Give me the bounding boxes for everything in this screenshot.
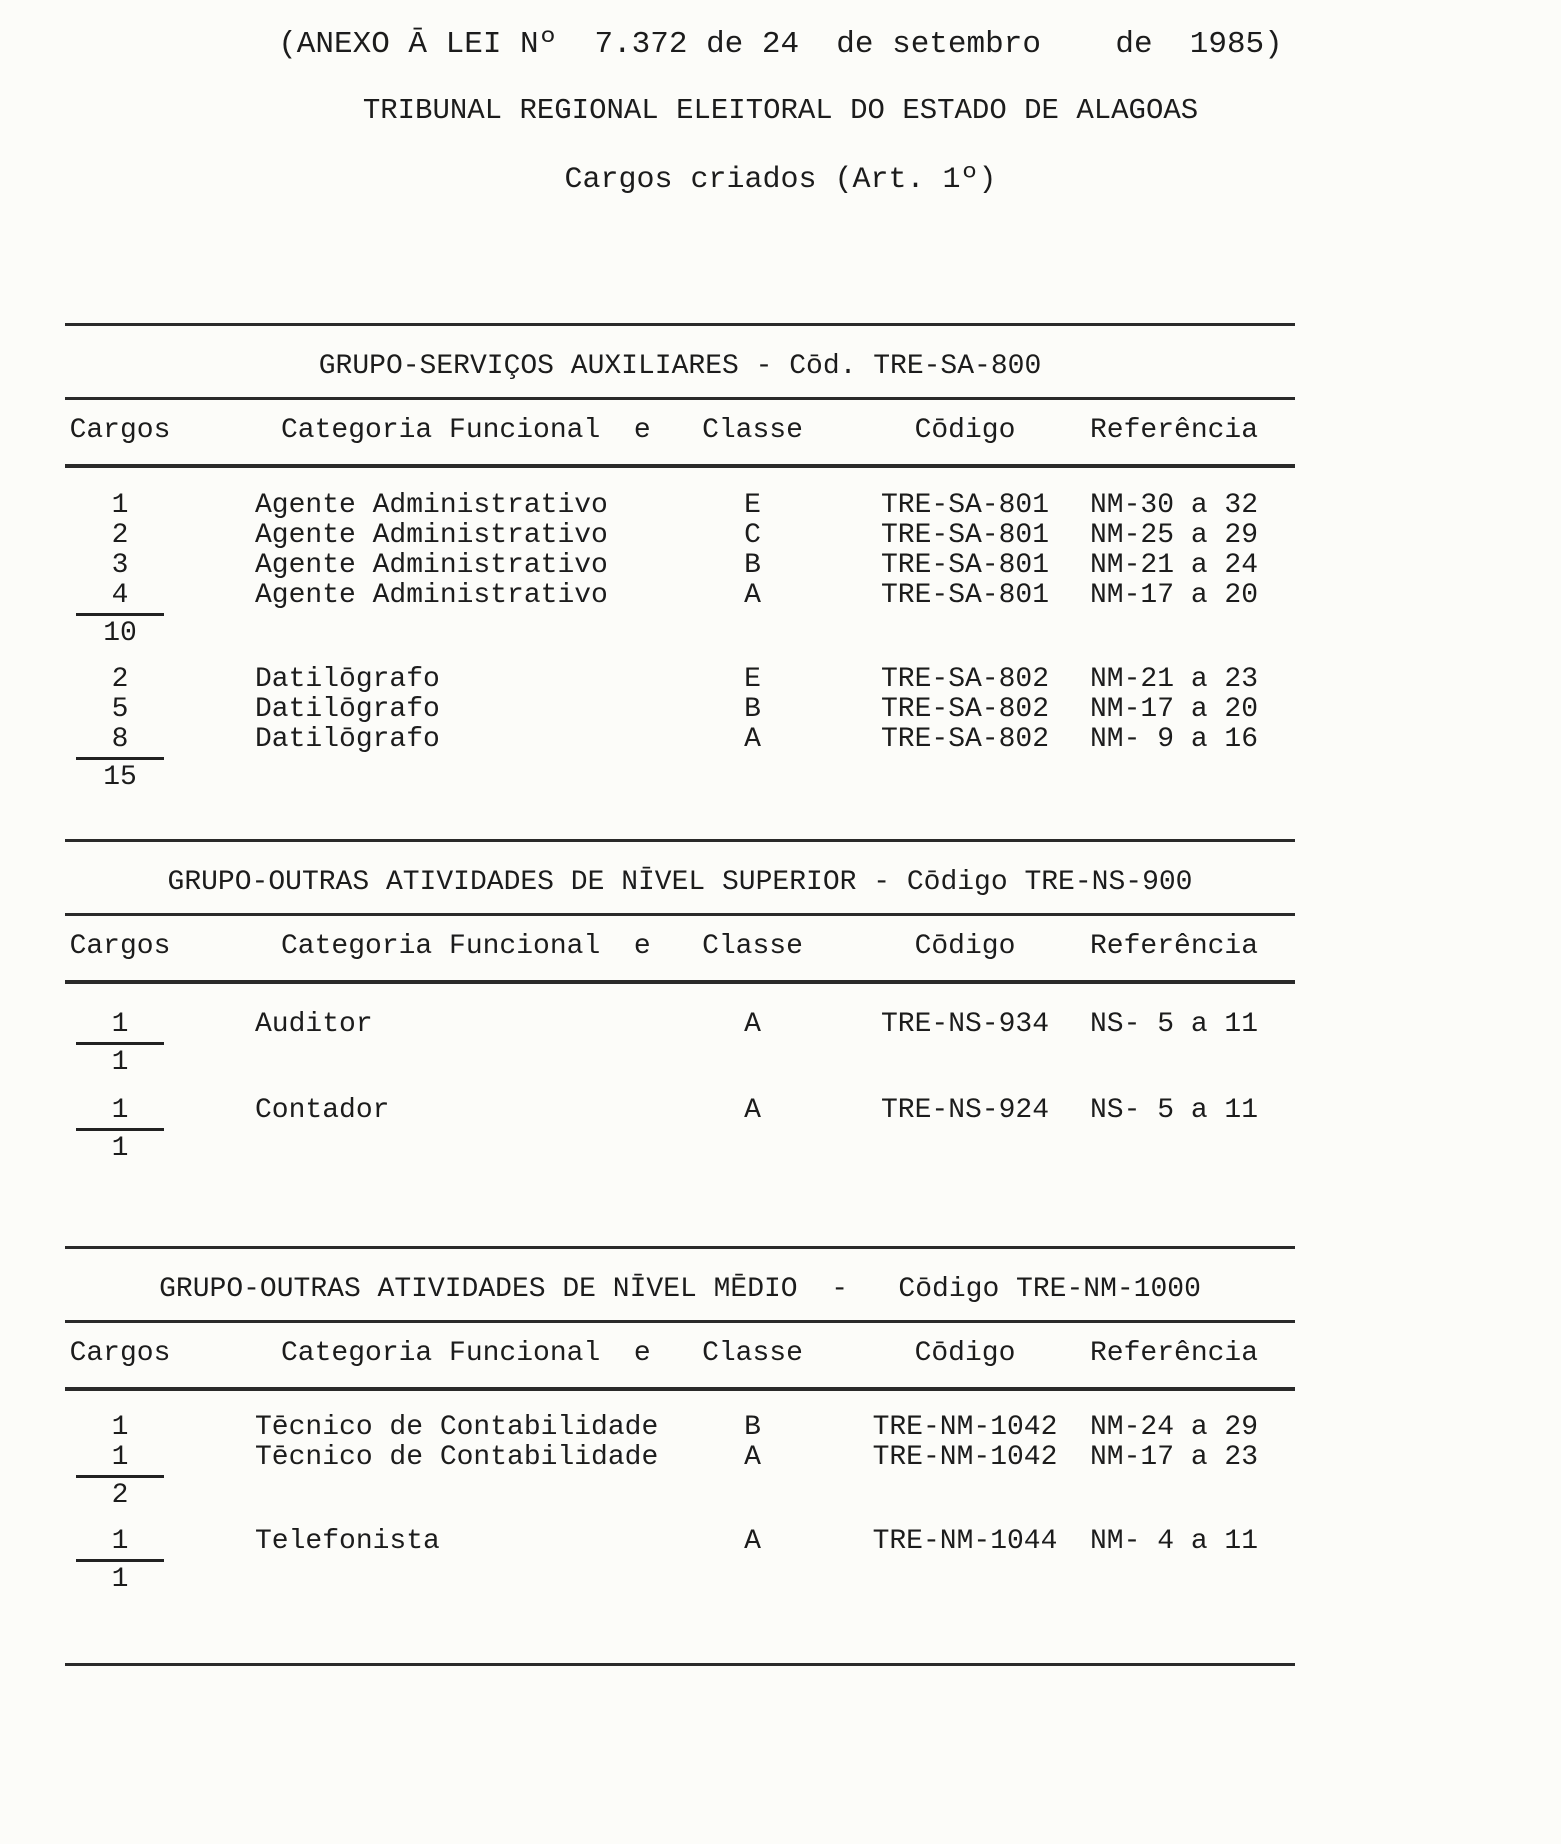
column-header-classe: Classe [702,415,803,446]
referencia-value: NM-21 a 24 [1090,550,1259,581]
document-header [101,28,1461,197]
classe-value: A [744,1095,761,1126]
categoria-value: Telefonista [255,1526,440,1557]
referencia-value: NM- 9 a 16 [1090,724,1259,755]
categoria-value: Datilōgrafo [255,694,440,725]
codigo-value: TRE-SA-802 [880,724,1050,755]
classe-value: B [744,1412,761,1443]
table-section-nivel-superior [65,839,1295,1246]
cargos-value: 1 [111,1526,129,1557]
referencia-value: NM-24 a 29 [1090,1412,1259,1443]
cargos-value: 1 [111,1412,129,1443]
column-header-codigo: Cōdigo [914,1338,1016,1369]
cargos-value: 2 [111,664,129,695]
column-header-codigo: Cōdigo [914,415,1016,446]
subtotal-value: 10 [76,613,164,649]
classe-value: A [744,580,761,611]
cargos-value: 2 [111,520,129,551]
codigo-value: TRE-NS-934 [880,1009,1050,1040]
column-header-referencia: Referência [1090,931,1259,962]
referencia-value: NS- 5 a 11 [1090,1009,1259,1040]
cargos-value: 4 [111,580,129,611]
categoria-value: Datilōgrafo [255,724,440,755]
codigo-value: TRE-SA-802 [880,664,1050,695]
table-title: GRUPO-OUTRAS ATIVIDADES DE NĪVEL SUPERIOR - Cōdigo TRE-NS-900 [167,867,1193,898]
codigo-value: TRE-SA-801 [880,580,1050,611]
subtotal-row [65,1128,1295,1164]
codigo-value: TRE-SA-801 [880,550,1050,581]
subtotal-row [65,1475,1295,1511]
column-header-codigo: Cōdigo [914,931,1016,962]
subtotal-row [65,613,1295,649]
classe-value: B [744,550,761,581]
annex-law-title: (ANEXO Ā LEI Nº 7.372 de 24 de setembro de 1985) [278,27,1283,62]
codigo-value: TRE-NS-924 [880,1095,1050,1126]
subtotal-row [65,1559,1295,1595]
column-header-referencia: Referência [1090,1338,1259,1369]
document-subtitle: Cargos criados (Art. 1º) [564,163,997,197]
column-header-categoria: Categoria Funcional e [281,415,651,446]
table-section-servicos-auxiliares [65,323,1295,839]
categoria-value: Agente Administrativo [255,490,608,521]
cargos-value: 1 [111,1442,129,1473]
table-row [65,1527,1295,1557]
table-row [65,581,1295,611]
categoria-value: Auditor [255,1009,373,1040]
table-body [65,468,1295,839]
categoria-value: Agente Administrativo [255,520,608,551]
column-header-cargos: Cargos [69,931,171,962]
classe-value: E [744,490,761,521]
table-row [65,1010,1295,1040]
categoria-value: Tēcnico de Contabilidade [255,1412,659,1443]
referencia-value: NM-25 a 29 [1090,520,1259,551]
codigo-value: TRE-SA-801 [880,520,1050,551]
column-header-referencia: Referência [1090,415,1259,446]
referencia-value: NM- 4 a 11 [1090,1526,1259,1557]
cargos-value: 1 [111,1009,129,1040]
table-row [65,725,1295,755]
column-header-cargos: Cargos [69,415,171,446]
classe-value: C [744,520,761,551]
cargos-value: 5 [111,694,129,725]
cargos-value: 1 [111,490,129,521]
classe-value: A [744,1009,761,1040]
column-header-row [65,400,1295,464]
table-row [65,521,1295,551]
subtotal-value: 15 [76,757,164,793]
divider [65,1663,1295,1666]
subtotal-value: 1 [76,1128,164,1164]
cargos-value: 3 [111,550,129,581]
referencia-value: NM-30 a 32 [1090,490,1259,521]
codigo-value: TRE-SA-801 [880,490,1050,521]
categoria-value: Agente Administrativo [255,550,608,581]
table-row [65,491,1295,521]
classe-value: B [744,694,761,725]
referencia-value: NM-17 a 23 [1090,1442,1259,1473]
classe-value: A [744,724,761,755]
categoria-value: Datilōgrafo [255,664,440,695]
column-header-classe: Classe [702,1338,803,1369]
cargos-value: 1 [111,1095,129,1126]
categoria-value: Tēcnico de Contabilidade [255,1442,659,1473]
table-row [65,1443,1295,1473]
subtotal-value: 2 [76,1475,164,1511]
categoria-value: Contador [255,1095,390,1126]
classe-value: E [744,664,761,695]
classe-value: A [744,1526,761,1557]
categoria-value: Agente Administrativo [255,580,608,611]
subtotal-row [65,1042,1295,1078]
cargos-value: 8 [111,724,129,755]
codigo-value: TRE-SA-802 [880,694,1050,725]
referencia-value: NM-21 a 23 [1090,664,1259,695]
table-row [65,551,1295,581]
table-title: GRUPO-OUTRAS ATIVIDADES DE NĪVEL MĒDIO - Cōdigo TRE-NM-1000 [159,1274,1201,1305]
column-header-classe: Classe [702,931,803,962]
column-header-row [65,916,1295,980]
table-body [65,984,1295,1246]
referencia-value: NS- 5 a 11 [1090,1095,1259,1126]
subtotal-value: 1 [76,1042,164,1078]
column-header-categoria: Categoria Funcional e [281,1338,651,1369]
referencia-value: NM-17 a 20 [1090,694,1259,725]
referencia-value: NM-17 a 20 [1090,580,1259,611]
codigo-value: TRE-NM-1044 [872,1526,1058,1557]
table-section-nivel-medio [65,1246,1295,1666]
document-body [65,323,1295,1666]
codigo-value: TRE-NM-1042 [872,1442,1058,1473]
column-header-row [65,1323,1295,1387]
table-body [65,1391,1295,1663]
table-row [65,1096,1295,1126]
tribunal-title: TRIBUNAL REGIONAL ELEITORAL DO ESTADO DE ALAGOAS [362,94,1199,127]
table-row [65,665,1295,695]
table-row [65,695,1295,725]
subtotal-row [65,757,1295,793]
column-header-categoria: Categoria Funcional e [281,931,651,962]
table-title: GRUPO-SERVIÇOS AUXILIARES - Cōd. TRE-SA-800 [318,351,1042,382]
table-row [65,1413,1295,1443]
column-header-cargos: Cargos [69,1338,171,1369]
classe-value: A [744,1442,761,1473]
codigo-value: TRE-NM-1042 [872,1412,1058,1443]
subtotal-value: 1 [76,1559,164,1595]
